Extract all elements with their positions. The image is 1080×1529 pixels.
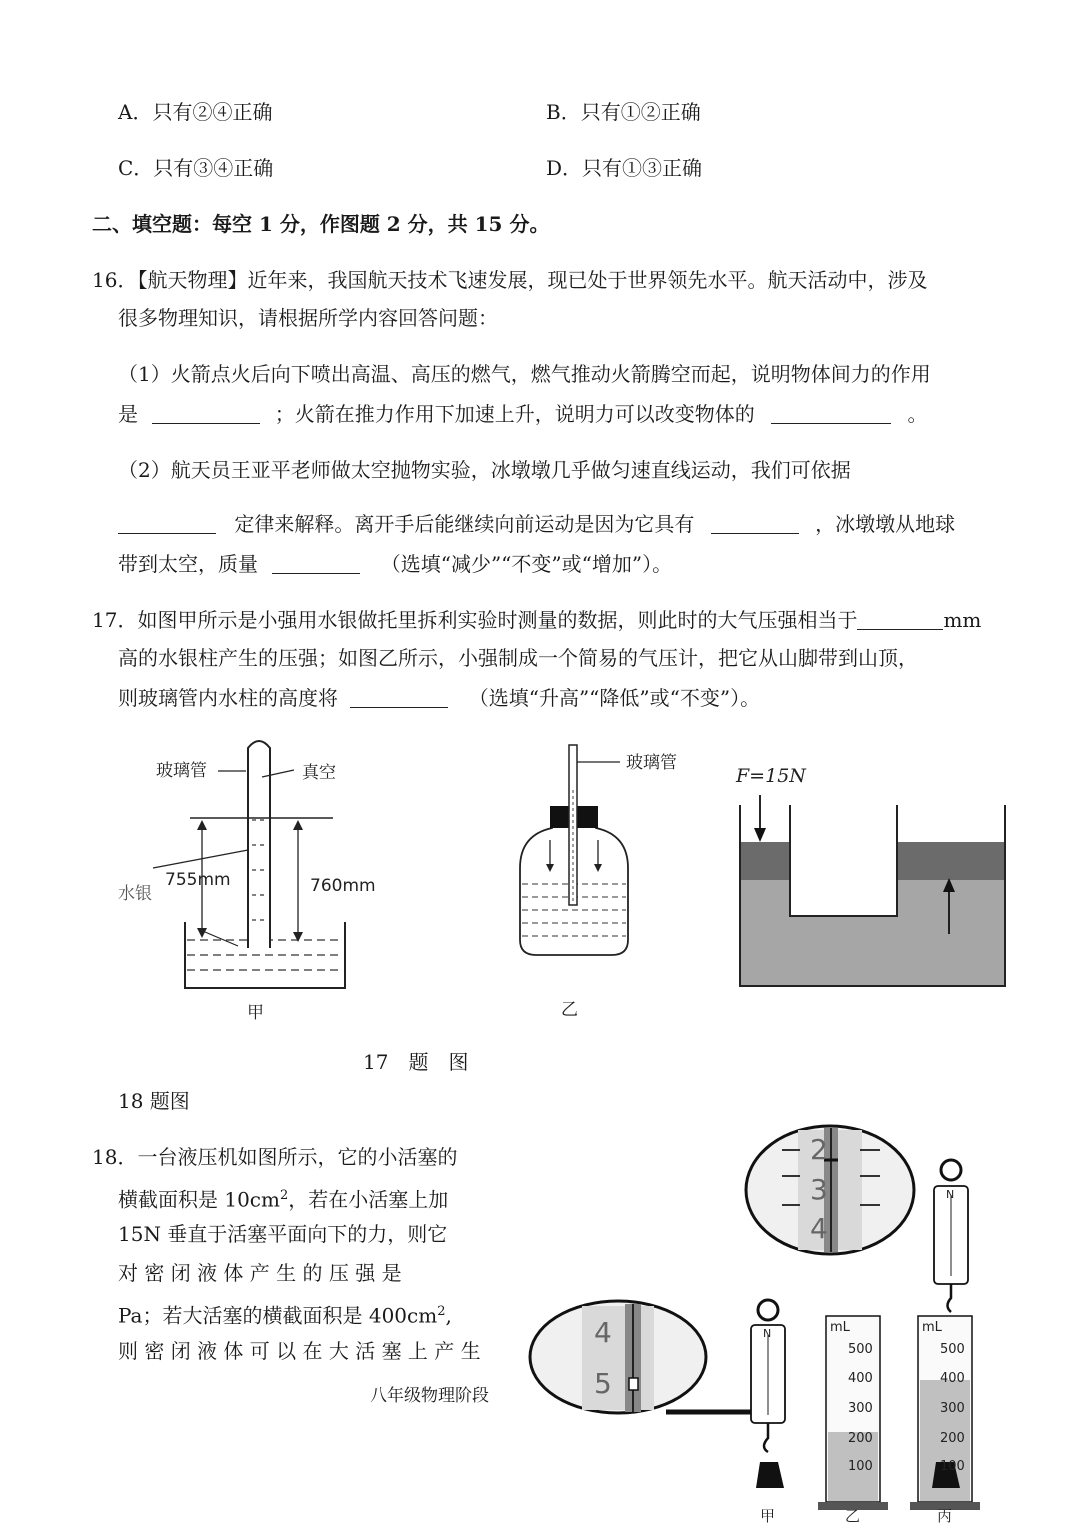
section-2-title: 二、填空题：每空 1 分，作图题 2 分，共 15 分。: [92, 212, 550, 236]
jia-mercury-label: 水银: [118, 884, 152, 904]
scale-letter-bottom: N: [763, 1327, 772, 1340]
cyl-yi-tick: 400: [848, 1371, 873, 1386]
q16-p2-line2: 定律来解释。离开手后能继续向前运动是因为它具有 ，冰墩墩从地球: [118, 512, 955, 536]
q16-line2: 很多物理知识，请根据所学内容回答问题：: [118, 306, 498, 330]
cyl-bing-tick: 400: [940, 1371, 965, 1386]
q16-p1-line2: 是 ；火箭在推力作用下加速上升，说明力可以改变物体的 。: [118, 402, 928, 426]
q16-p2-line3: 带到太空，质量 （选填“减少”“不变”或“增加”）。: [118, 552, 673, 576]
cyl-bing-tick: 500: [940, 1342, 965, 1357]
option-d: D．只有①③正确: [546, 156, 703, 180]
zoom-top-tick-4: 4: [810, 1212, 828, 1245]
cyl-yi-tick: 200: [848, 1431, 873, 1446]
q18-line5: Pa；若大活塞的横截面积是 $400cm^2$,: [118, 1303, 452, 1328]
fig19-caption-yi: 乙: [845, 1507, 861, 1525]
jia-caption: 甲: [247, 1003, 264, 1023]
zoom-bottom-tick-5: 5: [594, 1367, 612, 1400]
fig19-caption-bing: 丙: [937, 1507, 953, 1525]
jia-tube-label: 玻璃管: [156, 761, 207, 781]
q16-p2-line1: （2）航天员王亚平老师做太空抛物实验，冰墩墩几乎做匀速直线运动，我们可依据: [118, 458, 851, 482]
zoom-top-tick-3: 3: [810, 1173, 828, 1206]
yi-caption: 乙: [561, 1000, 578, 1020]
cyl-yi-tick: 300: [848, 1401, 873, 1416]
cyl-bing-tick: 100: [940, 1459, 965, 1474]
jia-760-label: 760mm: [310, 876, 376, 896]
q18-line2: 横截面积是 $10cm^2$，若在小活塞上加: [118, 1187, 449, 1212]
cyl-yi-tick: 100: [848, 1459, 873, 1474]
option-b: B．只有①②正确: [546, 100, 701, 124]
zoom-bottom-tick-4: 4: [594, 1316, 612, 1349]
q16-p1-line1: （1）火箭点火后向下喷出高温、高压的燃气，燃气推动火箭腾空而起，说明物体间力的作用: [118, 362, 931, 386]
option-c: C．只有③④正确: [118, 156, 274, 180]
yi-tube-label: 玻璃管: [626, 753, 677, 773]
caption-17: 17 题 图: [363, 1050, 469, 1074]
caption-18: 18 题图: [118, 1089, 190, 1113]
jia-vacuum-label: 真空: [302, 763, 336, 783]
jia-755-label: 755mm: [165, 870, 231, 890]
page-footer: 八年级物理阶段: [370, 1386, 489, 1406]
cyl-bing-tick: 300: [940, 1401, 965, 1416]
q17-line2: 高的水银柱产生的压强；如图乙所示，小强制成一个简易的气压计，把它从山脚带到山顶，: [118, 646, 918, 670]
q18-line1: 18．一台液压机如图所示，它的小活塞的: [92, 1145, 458, 1169]
cyl-bing-unit: mL: [922, 1320, 942, 1335]
cyl-bing-tick: 200: [940, 1431, 965, 1446]
scale-letter-top: N: [946, 1188, 955, 1201]
q18-line6: 则 密 闭 液 体 可 以 在 大 活 塞 上 产 生: [118, 1339, 481, 1363]
force-label: F=15N: [736, 765, 806, 787]
cyl-yi-tick: 500: [848, 1342, 873, 1357]
cyl-yi-unit: mL: [830, 1320, 850, 1335]
q17-line1: 17．如图甲所示是小强用水银做托里拆利实验时测量的数据，则此时的大气压强相当于 mm: [92, 608, 982, 632]
q17-line3: 则玻璃管内水柱的高度将 （选填“升高”“降低”或“不变”）。: [118, 686, 761, 710]
option-a: A．只有②④正确: [118, 100, 273, 124]
fig19-caption-jia: 甲: [760, 1507, 776, 1525]
q16-line1: 16．【航天物理】近年来，我国航天技术飞速发展，现已处于世界领先水平。航天活动中，涉及: [92, 268, 928, 292]
zoom-top-tick-2: 2: [810, 1133, 828, 1166]
q18-line3: 15N 垂直于活塞平面向下的力，则它: [118, 1222, 448, 1246]
q18-line4: 对 密 闭 液 体 产 生 的 压 强 是: [118, 1261, 402, 1285]
